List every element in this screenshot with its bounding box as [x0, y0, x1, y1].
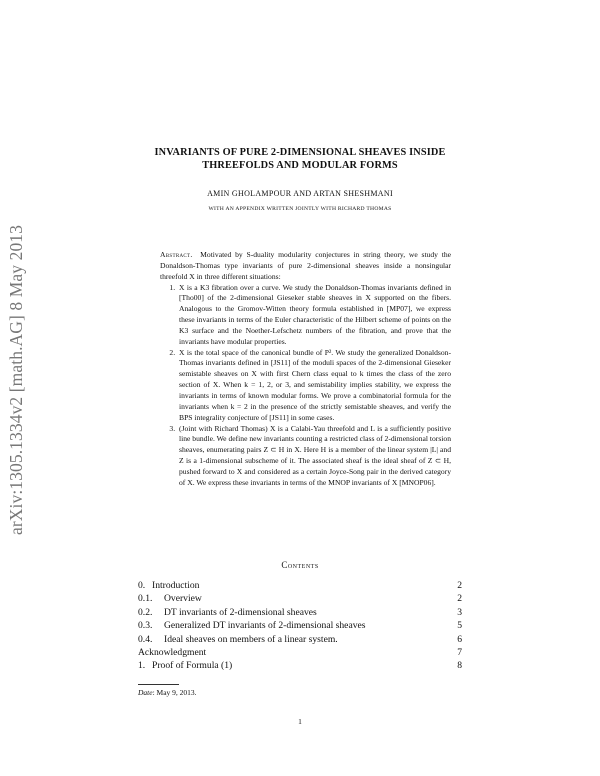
abstract-item-3: 3. (Joint with Richard Thomas) X is a Calabi-Yau threefold and L is a sufficiently positive line bundle. We define new invariants counting a restricted class of 2-dimensional torsion sheaves, enumerating pairs Z ⊂ H in X. Here H is a member of the linear system |L| and Z is a 1-dimensional subscheme of it. The associated sheaf is the ideal sheaf of Z ⊂ H, pushed forward to X and considered as a certain Joyce-Song pair in the derived category of X. We express these invariants in terms of the MNOP invariants of X [MNOP06].	[177, 424, 451, 489]
toc-entry-number: 0.	[138, 580, 146, 591]
arxiv-identifier: arXiv:1305.1334v2 [math.AG] 8 May 2013	[6, 225, 26, 536]
toc-entry-title: Proof of Formula (1)	[152, 660, 233, 672]
toc-entry-page: 2	[457, 580, 462, 591]
toc-entry[interactable]	[138, 606, 462, 619]
toc-entry-number: 0.2.	[138, 606, 153, 618]
toc-entry-title: Generalized DT invariants of 2-dimensional sheaves	[164, 620, 366, 632]
abstract-item-1: 1. X is a K3 fibration over a curve. We study the Donaldson-Thomas invariants defined in [Tho00] of the 2-dimensional Gieseker stable sheaves in X supported on the fibers. Analogous to the Gromov-Witten theory formula established in [MP07], we express these invariants in terms of the Euler characteristic of the Hilbert scheme of points on the K3 surface and the Noether-Lefschetz numbers of the fibration, and prove that the invariants have modular properties.	[177, 283, 451, 348]
abstract-label: Abstract.	[160, 250, 193, 259]
toc-entry-title: Acknowledgment	[138, 646, 207, 658]
abstract-intro	[160, 250, 451, 283]
title-line-2: THREEFOLDS AND MODULAR FORMS	[202, 160, 398, 171]
contents-heading: Contents	[281, 560, 319, 570]
toc-entry-page: 7	[457, 646, 462, 658]
abstract-intro-text: Motivated by S-duality modularity conjectures in string theory, we study the Donaldson-Thomas type invariants of pure 2-dimensional sheaves inside a nonsingular threefold X in three different situations:	[160, 250, 451, 281]
toc-entry-page: 3	[457, 606, 462, 618]
toc-entry-page: 8	[457, 660, 462, 672]
toc-entry-title: DT invariants of 2-dimensional sheaves	[164, 606, 317, 618]
toc-entry-title: Overview	[164, 593, 202, 605]
toc-entry[interactable]	[138, 659, 462, 672]
toc-entry-page: 5	[457, 620, 462, 632]
toc-entry-number: 1.	[138, 660, 146, 672]
abstract-items	[160, 283, 451, 489]
table-of-contents	[138, 579, 462, 673]
date-text: : May 9, 2013.	[152, 688, 197, 697]
appendix-note: WITH AN APPENDIX WRITTEN JOINTLY WITH RICHARD THOMAS	[208, 206, 392, 212]
toc-entry-number: 0.4.	[138, 633, 153, 645]
toc-entry[interactable]	[138, 592, 462, 605]
title-line-1: INVARIANTS OF PURE 2-DIMENSIONAL SHEAVES INSIDE	[154, 147, 446, 158]
page-number: 1	[298, 717, 302, 726]
toc-entry[interactable]	[138, 646, 462, 659]
toc-entry[interactable]	[138, 619, 462, 632]
paper-title	[120, 146, 480, 172]
toc-entry-number: 0.3.	[138, 620, 153, 632]
date-label: Date	[138, 688, 153, 697]
date-footnote	[138, 688, 197, 697]
toc-entry[interactable]	[138, 633, 462, 646]
author-list: AMIN GHOLAMPOUR AND ARTAN SHESHMANI	[207, 189, 393, 198]
abstract	[160, 250, 451, 489]
toc-entry-page: 2	[457, 593, 462, 605]
toc-entry-page: 6	[457, 633, 462, 645]
abstract-item-2: 2. X is the total space of the canonical bundle of P². We study the generalized Donaldson-Thomas invariants defined in [JS11] of the moduli spaces of the 2-dimensional Gieseker semistable sheaves on X with first Chern class equal to k times the class of the zero section of X. When k = 1, 2, or 3, and semistability implies stability, we express the invariants in terms of known modular forms. We prove a combinatorial formula for the invariants when k = 2 in the presence of the strictly semistable sheaves, and verify the BPS integrality conjecture of [JS11] in some cases.	[177, 348, 451, 424]
footnote-rule	[138, 684, 179, 685]
toc-entry-number: 0.1.	[138, 593, 153, 605]
toc-entry-title: Introduction	[152, 580, 200, 591]
toc-entry[interactable]	[138, 579, 462, 592]
toc-entry-title: Ideal sheaves on members of a linear system.	[164, 633, 338, 645]
